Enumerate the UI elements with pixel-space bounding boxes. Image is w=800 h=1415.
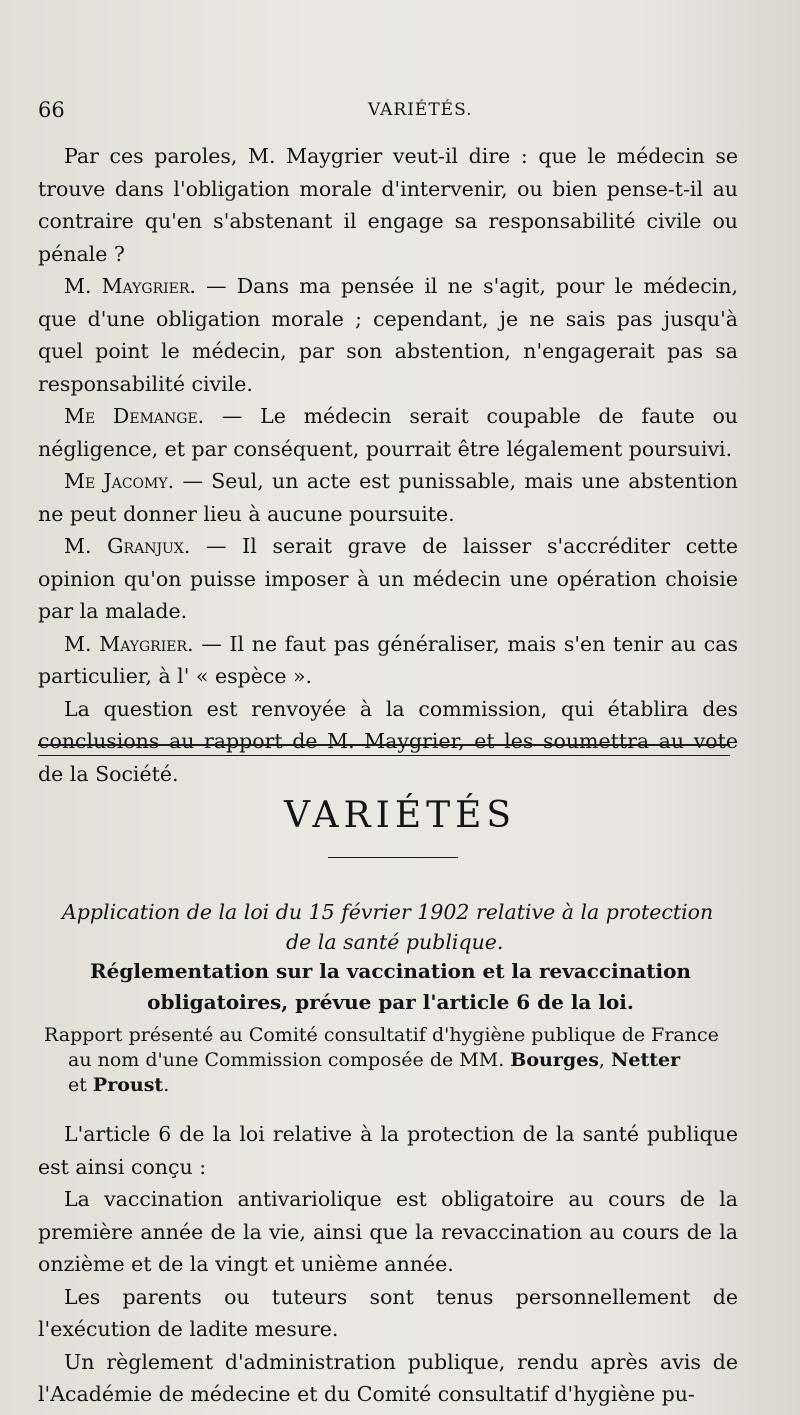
section-title: VARIÉTÉS — [283, 795, 517, 836]
paragraph: Les parents ou tuteurs sont tenus personnellement de l'exécution de ladite mesure. — [38, 1284, 738, 1341]
speaker-name: Me Jacomy. — [64, 469, 175, 493]
member-name: Bourges — [510, 1049, 599, 1071]
paragraph: M. Maygrier. — Il ne faut pas généraliser, mais s'en tenir au cas particulier, à l' « espèce ». — [38, 631, 738, 688]
page-header — [38, 98, 758, 128]
section-divider — [38, 744, 730, 746]
page-number: 66 — [38, 98, 65, 122]
running-head: VARIÉTÉS. — [368, 100, 473, 120]
paragraph: La question est renvoyée à la commission, qui établira des conclusions au rapport de M. Maygrier, et les soumettra au vote de la Société. — [38, 696, 738, 786]
speaker-name: M. Maygrier. — [64, 274, 196, 298]
article-body — [38, 1118, 738, 1411]
paragraph: La vaccination antivariolique est obligatoire au cours de la première année de la vie, ainsi que la revaccination au cours de la onzième et de la vingt et unième année. — [38, 1187, 738, 1276]
paragraph: Par ces paroles, M. Maygrier veut-il dire : que le médecin se trouve dans l'obligation morale d'intervenir, ou bien pense-t-il au contraire qu'en s'abstenant il engage sa responsabilité civile ou pénale ? — [38, 144, 738, 266]
article-subtitle: Application de la loi du 15 février 1902 relative à la protection de la santé publique. — [62, 900, 714, 954]
title-underline — [328, 857, 458, 858]
paragraph: M. Maygrier. — Dans ma pensée il ne s'agit, pour le médecin, que d'une obligation morale ; cependant, je ne sais pas jusqu'à quel point le médecin, par son abstention, n'engagerait pas sa responsabilité civile. — [38, 274, 738, 396]
speaker-name: Me Demange. — [64, 404, 205, 428]
member-name: Proust — [92, 1074, 164, 1096]
speaker-name: M. Granjux. — [64, 534, 191, 558]
paragraph: Me Demange. — Le médecin serait coupable de faute ou négligence, et par conséquent, pourrait être légalement poursuivi. — [38, 404, 739, 461]
speaker-name: M. Maygrier. — [64, 631, 194, 656]
paragraph: M. Granjux. — Il serait grave de laisser s'accréditer cette opinion qu'on puisse imposer à un médecin une opération choisie par la malade. — [38, 534, 738, 623]
section-divider — [38, 755, 730, 756]
discussion-text — [38, 140, 738, 790]
paragraph: Un règlement d'administration publique, rendu après avis de l'Académie de médecine et du Comité consultatif d'hygiène pu- — [38, 1349, 738, 1406]
report-attribution: Rapport présenté au Comité consultatif d'hygiène publique de France au nom d'une Commission composée de MM. Bourges, Netter et Proust. — [44, 1024, 719, 1096]
article-heading: Réglementation sur la vaccination et la revaccination obligatoires, prévue par l'article 6 de la loi. — [90, 959, 691, 1014]
paragraph: L'article 6 de la loi relative à la protection de la santé publique est ainsi conçu : — [38, 1122, 738, 1179]
member-name: Netter — [611, 1049, 681, 1071]
paragraph: Me Jacomy. — Seul, un acte est punissable, mais une abstention ne peut donner lieu à aucune poursuite. — [38, 469, 738, 526]
